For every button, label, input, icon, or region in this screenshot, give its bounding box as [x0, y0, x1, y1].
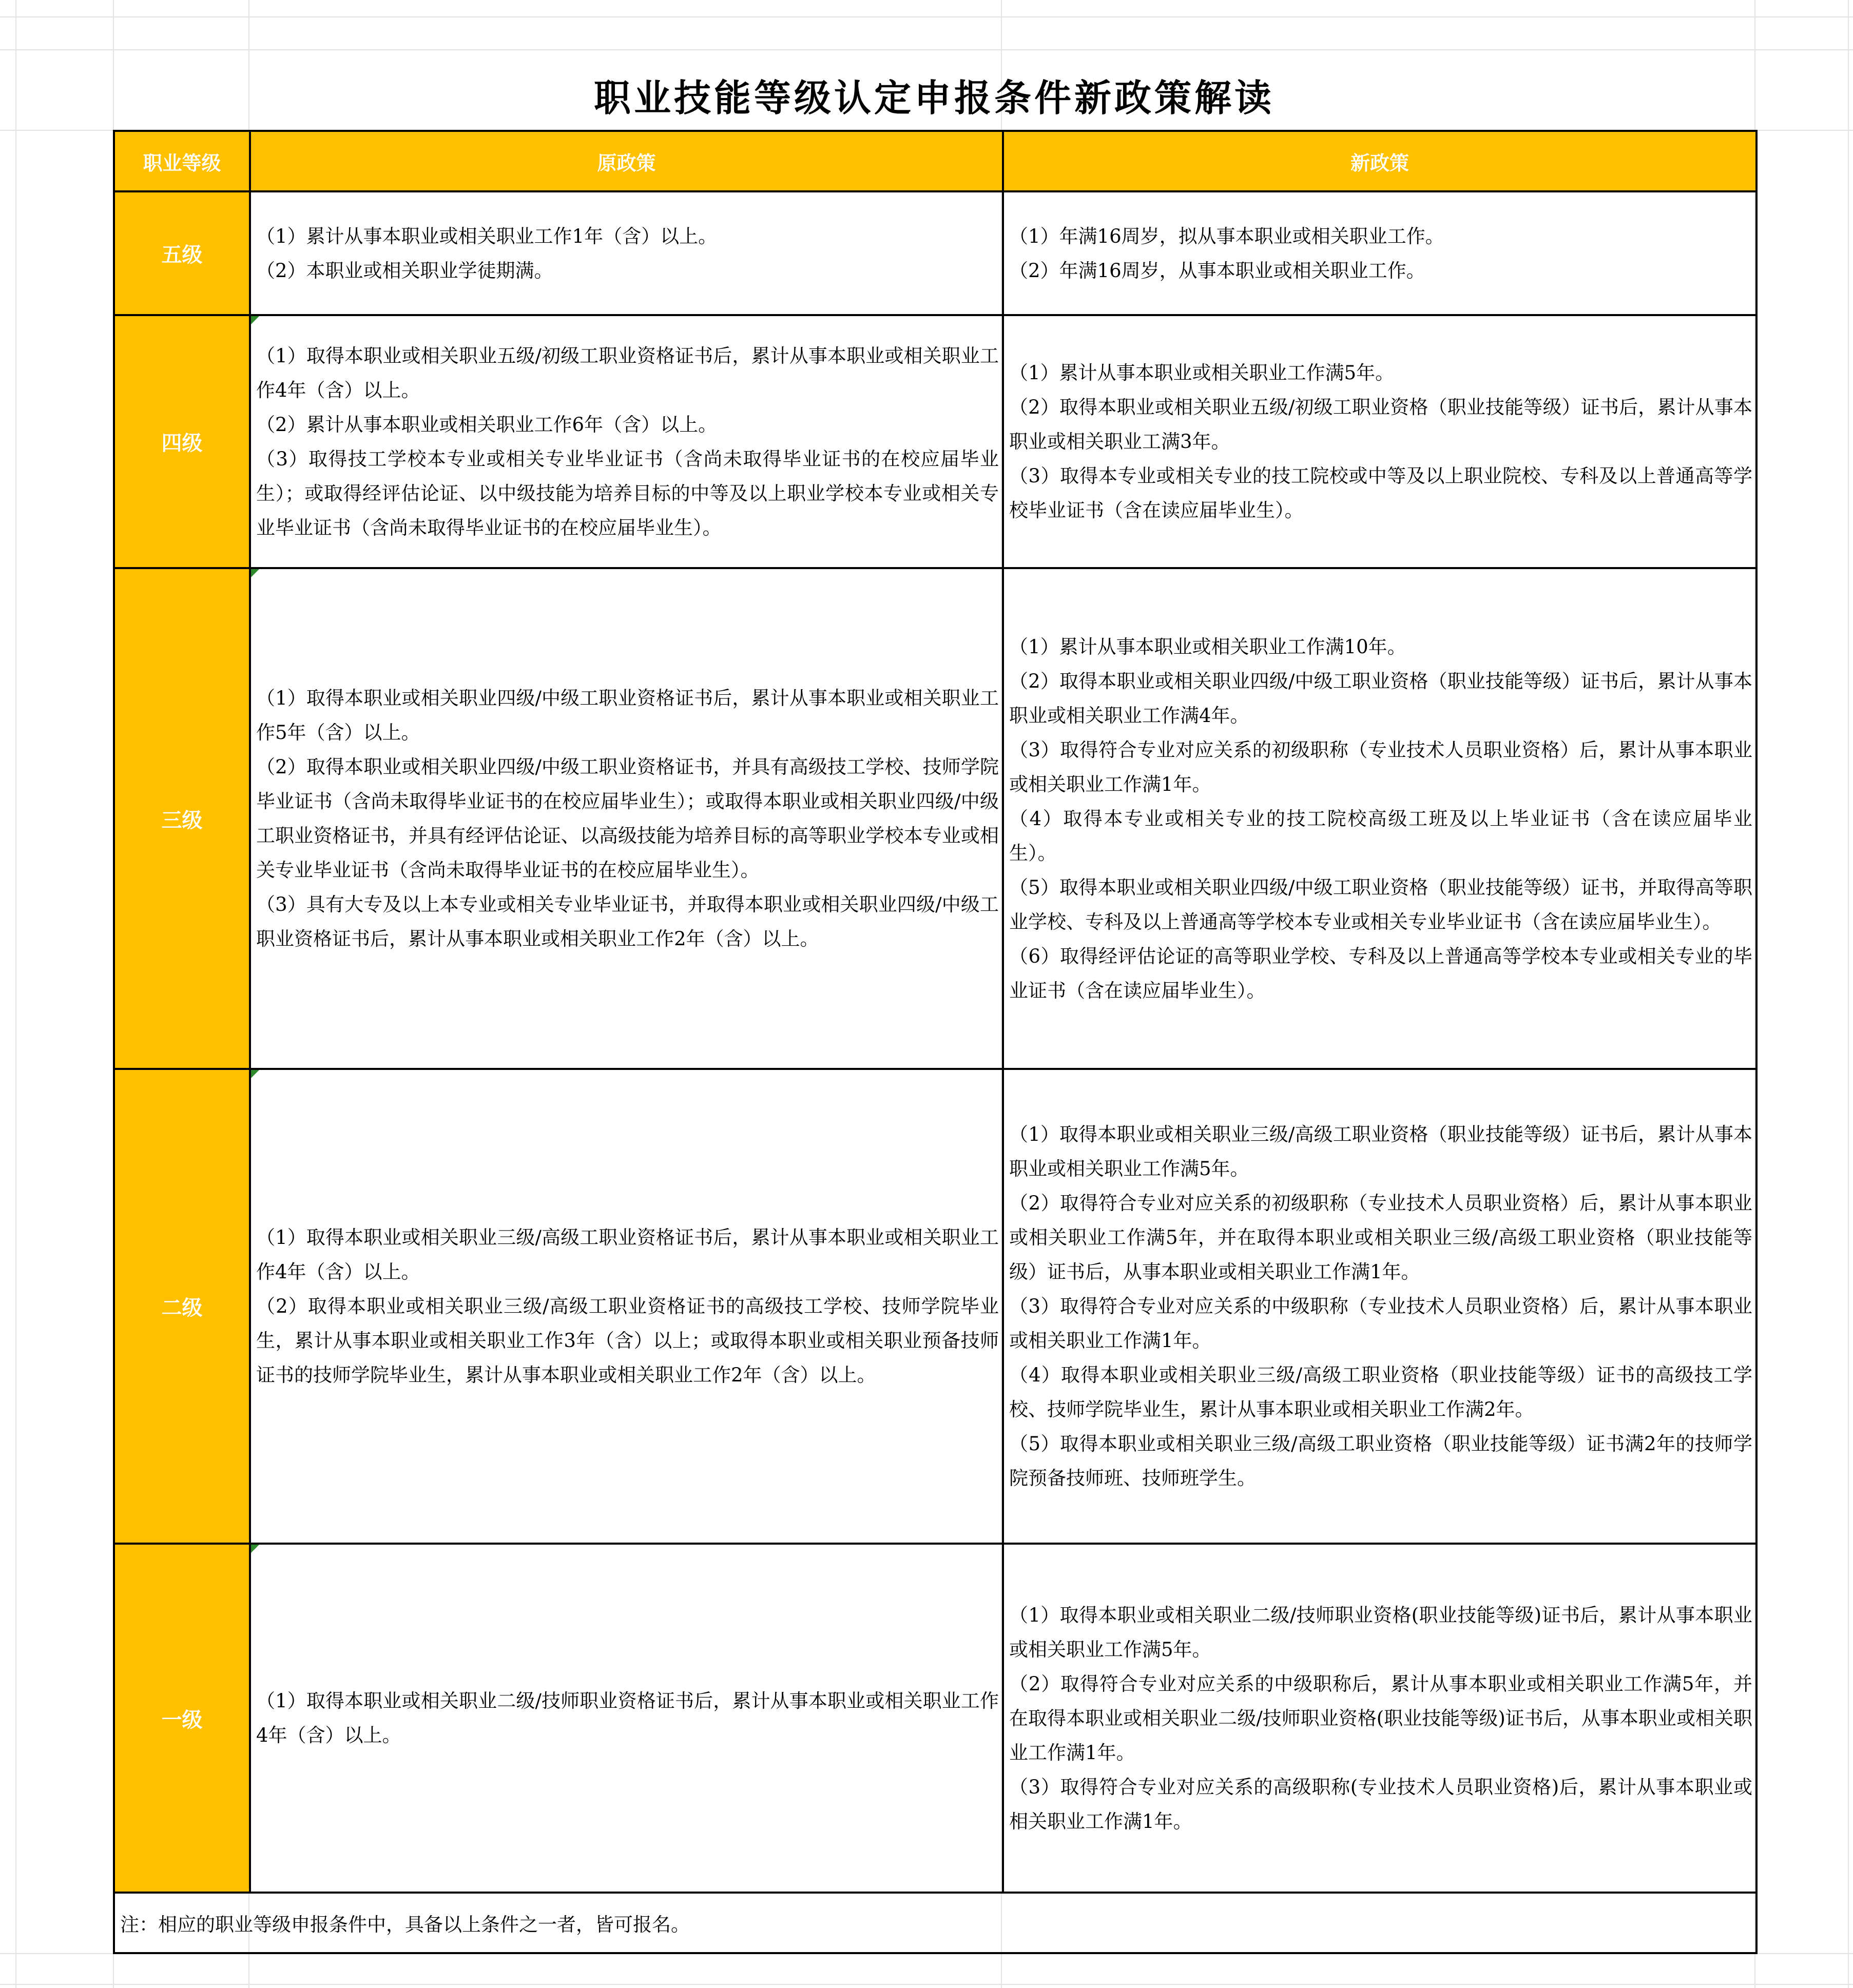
- gridline: [1848, 0, 1849, 1988]
- policy-item: （4）取得本职业或相关职业三级/高级工职业资格（职业技能等级）证书的高级技工学校、技师学院毕业生，累计从事本职业或相关职业工作满2年。: [1009, 1364, 1752, 1420]
- policy-item: （1）取得本职业或相关职业五级/初级工职业资格证书后，累计从事本职业或相关职业工作4年（含）以上。: [256, 344, 999, 401]
- gridline: [15, 0, 16, 1988]
- old-policy-cell[interactable]: [250, 315, 1003, 568]
- level-cell[interactable]: 四级: [114, 315, 250, 568]
- policy-item: （4）取得本专业或相关专业的技工院校高级工班及以上毕业证书（含在读应届毕业生）。: [1009, 807, 1752, 864]
- policy-item: （2）取得本职业或相关职业五级/初级工职业资格（职业技能等级）证书后，累计从事本职业或相关职业工满3年。: [1009, 396, 1752, 453]
- page-title: 职业技能等级认定申报条件新政策解读: [593, 76, 1275, 120]
- policy-table: [113, 130, 1758, 1954]
- policy-item: （2）年满16周岁，从事本职业或相关职业工作。: [1009, 259, 1425, 282]
- comment-marker-icon: [251, 1545, 259, 1553]
- comment-marker-icon: [251, 316, 259, 324]
- table-row: [114, 568, 1757, 1069]
- policy-item: （2）取得符合专业对应关系的中级职称后，累计从事本职业或相关职业工作满5年，并在取得本职业或相关职业二级/技师职业资格(职业技能等级)证书后，从事本职业或相关职业工作满1年。: [1009, 1672, 1752, 1764]
- gridline: [0, 49, 1853, 50]
- policy-item: （5）取得本职业或相关职业四级/中级工职业资格（职业技能等级）证书，并取得高等职业学校、专科及以上普通高等学校本专业或相关专业毕业证书（含在读应届毕业生）。: [1009, 876, 1752, 933]
- comment-marker-icon: [251, 569, 259, 577]
- table-header-row: [114, 131, 1757, 191]
- policy-item: （2）取得本职业或相关职业四级/中级工职业资格（职业技能等级）证书后，累计从事本职业或相关职业工作满4年。: [1009, 670, 1752, 727]
- level-cell[interactable]: 五级: [114, 191, 250, 315]
- table-row: [114, 1544, 1757, 1893]
- policy-item: （2）取得符合专业对应关系的初级职称（专业技术人员职业资格）后，累计从事本职业或相关职业工作满5年，并在取得本职业或相关职业三级/高级工职业资格（职业技能等级）证书后，从事本职业或相关职业工作满1年。: [1009, 1192, 1752, 1283]
- comment-marker-icon: [251, 1070, 259, 1078]
- gridline: [0, 1984, 1853, 1985]
- policy-item: （3）取得符合专业对应关系的初级职称（专业技术人员职业资格）后，累计从事本职业或相关职业工作满1年。: [1009, 738, 1752, 795]
- policy-item: （1）取得本职业或相关职业三级/高级工职业资格证书后，累计从事本职业或相关职业工作4年（含）以上。: [256, 1226, 999, 1283]
- policy-item: （2）累计从事本职业或相关职业工作6年（含）以上。: [256, 413, 718, 436]
- new-policy-cell[interactable]: [1003, 315, 1757, 568]
- policy-item: （3）取得本专业或相关专业的技工院校或中等及以上职业院校、专科及以上普通高等学校毕业证书（含在读应届毕业生）。: [1009, 465, 1752, 521]
- policy-item: （3）取得符合专业对应关系的中级职称（专业技术人员职业资格）后，累计从事本职业或相关职业工作满1年。: [1009, 1295, 1752, 1352]
- policy-item: （5）取得本职业或相关职业三级/高级工职业资格（职业技能等级）证书满2年的技师学院预备技师班、技师班学生。: [1009, 1433, 1752, 1489]
- policy-item: （1）取得本职业或相关职业二级/技师职业资格(职业技能等级)证书后，累计从事本职业或相关职业工作满5年。: [1009, 1604, 1752, 1661]
- policy-item: （1）年满16周岁，拟从事本职业或相关职业工作。: [1009, 225, 1444, 247]
- old-policy-cell[interactable]: [250, 1069, 1003, 1544]
- level-cell[interactable]: 一级: [114, 1544, 250, 1893]
- header-new-policy[interactable]: 新政策: [1003, 131, 1757, 191]
- policy-item: （2）本职业或相关职业学徒期满。: [256, 259, 553, 282]
- header-level[interactable]: 职业等级: [114, 131, 250, 191]
- new-policy-cell[interactable]: [1003, 1544, 1757, 1893]
- policy-item: （1）累计从事本职业或相关职业工作1年（含）以上。: [256, 225, 718, 247]
- policy-item: （3）具有大专及以上本专业或相关专业毕业证书，并取得本职业或相关职业四级/中级工职业资格证书后，累计从事本职业或相关职业工作2年（含）以上。: [256, 893, 999, 950]
- policy-item: （2）取得本职业或相关职业四级/中级工职业资格证书，并具有高级技工学校、技师学院毕业证书（含尚未取得毕业证书的在校应届毕业生）；或取得本职业或相关职业四级/中级工职业资格证书，并具有经评估论证、以高级技能为培养目标的高等职业学校本专业或相关专业毕业证书（含尚未取得毕业证书的在校应届毕业生）。: [256, 756, 999, 881]
- table-row: [114, 1069, 1757, 1544]
- policy-item: （1）累计从事本职业或相关职业工作满10年。: [1009, 635, 1406, 658]
- new-policy-cell[interactable]: [1003, 191, 1757, 315]
- policy-item: （1）取得本职业或相关职业三级/高级工职业资格（职业技能等级）证书后，累计从事本职业或相关职业工作满5年。: [1009, 1123, 1752, 1180]
- level-cell[interactable]: 二级: [114, 1069, 250, 1544]
- policy-item: （2）取得本职业或相关职业三级/高级工职业资格证书的高级技工学校、技师学院毕业生，累计从事本职业或相关职业工作3年（含）以上；或取得本职业或相关职业预备技师证书的技师学院毕业生，累计从事本职业或相关职业工作2年（含）以上。: [256, 1295, 999, 1386]
- gridline: [0, 16, 1853, 17]
- policy-item: （1）取得本职业或相关职业四级/中级工职业资格证书后，累计从事本职业或相关职业工作5年（含）以上。: [256, 687, 999, 744]
- old-policy-cell[interactable]: [250, 191, 1003, 315]
- table-row: [114, 315, 1757, 568]
- policy-item: （1）累计从事本职业或相关职业工作满5年。: [1009, 362, 1395, 384]
- new-policy-cell[interactable]: [1003, 568, 1757, 1069]
- policy-item: （3）取得技工学校本专业或相关专业毕业证书（含尚未取得毕业证书的在校应届毕业生）；或取得经评估论证、以中级技能为培养目标的中等及以上职业学校本专业或相关专业毕业证书（含尚未取得毕业证书的在校应届毕业生）。: [256, 447, 999, 539]
- table-row: [114, 191, 1757, 315]
- note-text[interactable]: 注：相应的职业等级申报条件中，具备以上条件之一者，皆可报名。: [114, 1893, 1757, 1953]
- policy-item: （1）取得本职业或相关职业二级/技师职业资格证书后，累计从事本职业或相关职业工作4年（含）以上。: [256, 1690, 999, 1746]
- policy-item: （6）取得经评估论证的高等职业学校、专科及以上普通高等学校本专业或相关专业的毕业证书（含在读应届毕业生）。: [1009, 945, 1752, 1002]
- old-policy-cell[interactable]: [250, 568, 1003, 1069]
- new-policy-cell[interactable]: [1003, 1069, 1757, 1544]
- policy-item: （3）取得符合专业对应关系的高级职称(专业技术人员职业资格)后，累计从事本职业或相关职业工作满1年。: [1009, 1776, 1752, 1833]
- header-old-policy[interactable]: 原政策: [250, 131, 1003, 191]
- old-policy-cell[interactable]: [250, 1544, 1003, 1893]
- level-cell[interactable]: 三级: [114, 568, 250, 1069]
- note-row: [114, 1893, 1757, 1953]
